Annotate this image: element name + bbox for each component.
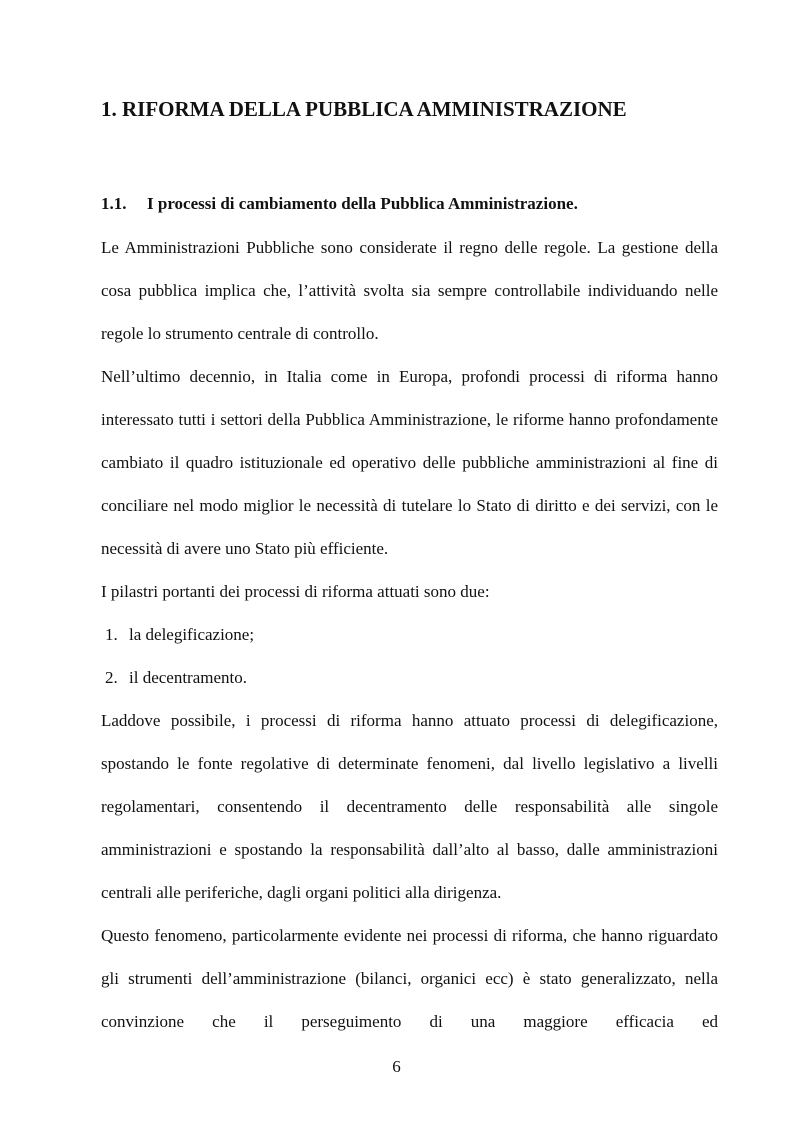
section-title: I processi di cambiamento della Pubblica Amministrazione. [147, 194, 578, 213]
paragraph: Questo fenomeno, particolarmente evidente nei processi di riforma, che hanno riguardato gli strumenti dell’amministrazione (bilanci, organici ecc) è stato generalizzato, nella convinzione che il perseguimento di una maggiore efficacia ed [101, 926, 718, 1031]
list-item [101, 656, 718, 699]
list-item-text: la delegificazione; [129, 625, 255, 644]
section-number: 1.1. [101, 194, 127, 213]
paragraph: Nell’ultimo decennio, in Italia come in Europa, profondi processi di riforma hanno interessato tutti i settori della Pubblica Amministrazione, le riforme hanno profondamente cambiato il quadro istituzionale ed operativo delle pubbliche amministrazioni al fine di conciliare nel modo miglior le necessità di tutelare lo Stato di diritto e dei servizi, con le necessità di avere uno Stato più efficiente. [101, 367, 718, 558]
list-item-number: 2. [105, 668, 118, 687]
paragraph: I pilastri portanti dei processi di riforma attuati sono due: [101, 582, 490, 601]
paragraph: Le Amministrazioni Pubbliche sono considerate il regno delle regole. La gestione della cosa pubblica implica che, l’attività svolta sia sempre controllabile individuando nelle regole lo strumento centrale di controllo. [101, 238, 718, 343]
paragraph: Laddove possibile, i processi di riforma hanno attuato processi di delegificazione, spostando le fonte regolative di determinate fenomeni, dal livello legislativo a livelli regolamentari, consentendo il decentramento delle responsabilità alle singole amministrazioni e spostando la responsabilità dall’alto al basso, dalle amministrazioni centrali alle periferiche, dagli organi politici alla dirigenza. [101, 711, 718, 902]
chapter-title: 1. RIFORMA DELLA PUBBLICA AMMINISTRAZIONE [101, 97, 627, 121]
list-item-number: 1. [105, 625, 118, 644]
section-heading [101, 193, 721, 215]
numbered-list [101, 613, 718, 699]
page-number: 6 [392, 1057, 401, 1076]
list-item-text: il decentramento. [129, 668, 248, 687]
body-text [101, 226, 718, 1043]
list-item [101, 613, 718, 656]
